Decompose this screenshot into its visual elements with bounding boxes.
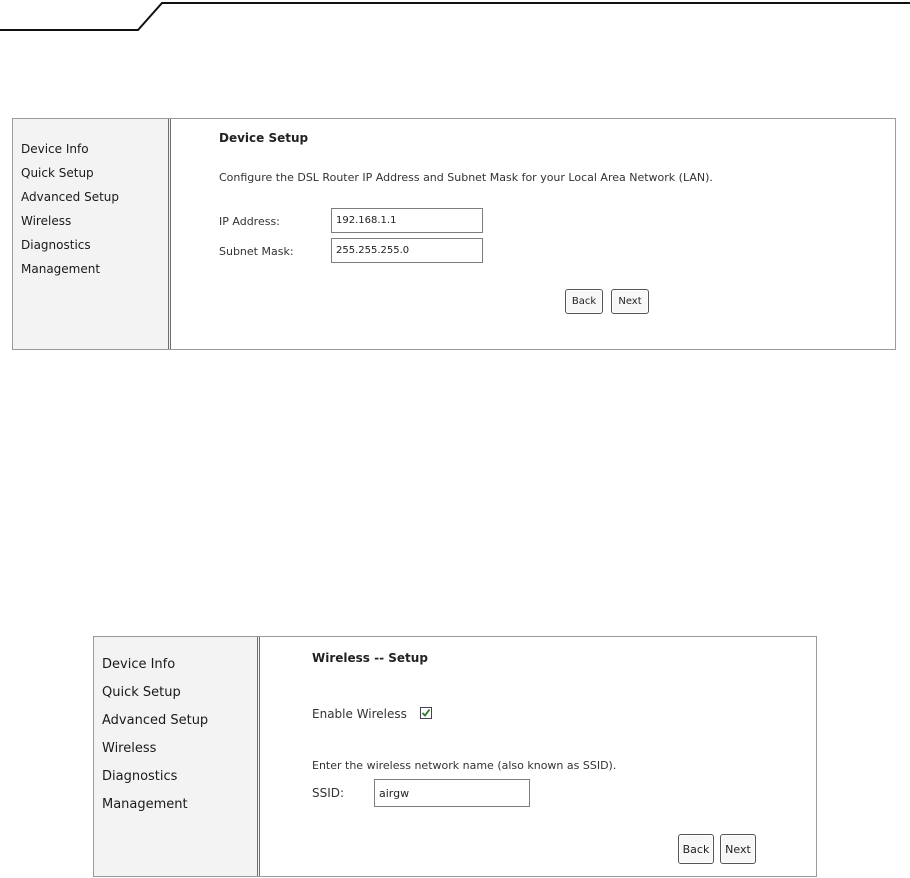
sidebar-item-device-info[interactable]: Device Info — [21, 142, 89, 156]
check-icon — [421, 708, 431, 718]
sidebar-item-quick-setup[interactable]: Quick Setup — [102, 685, 181, 700]
sidebar-item-quick-setup[interactable]: Quick Setup — [21, 166, 94, 180]
enable-wireless-checkbox[interactable] — [420, 707, 432, 719]
ssid-input[interactable] — [374, 779, 530, 807]
sidebar-item-management[interactable]: Management — [21, 262, 101, 276]
main-content — [171, 119, 895, 349]
subnet-mask-input[interactable] — [331, 238, 483, 263]
page-header-rule — [0, 0, 910, 40]
ip-address-label: IP Address: — [219, 215, 280, 228]
ip-address-input[interactable] — [331, 208, 483, 233]
ssid-description: Enter the wireless network name (also known as SSID). — [312, 759, 617, 772]
back-button[interactable]: Back — [565, 289, 603, 314]
sidebar-item-advanced-setup[interactable]: Advanced Setup — [21, 190, 120, 204]
sidebar-item-diagnostics[interactable]: Diagnostics — [21, 238, 91, 252]
back-button[interactable]: Back — [678, 834, 714, 864]
next-button[interactable]: Next — [720, 834, 756, 864]
page-title: Wireless -- Setup — [312, 651, 428, 665]
main-content — [260, 637, 816, 876]
sidebar-item-diagnostics[interactable]: Diagnostics — [102, 769, 178, 784]
page-title: Device Setup — [219, 131, 309, 145]
sidebar — [13, 119, 171, 349]
sidebar-item-advanced-setup[interactable]: Advanced Setup — [102, 713, 209, 728]
sidebar-item-management[interactable]: Management — [102, 797, 188, 812]
device-setup-panel — [12, 118, 896, 350]
sidebar-item-wireless[interactable]: Wireless — [21, 214, 72, 228]
sidebar-item-wireless[interactable]: Wireless — [102, 741, 157, 756]
subnet-mask-label: Subnet Mask: — [219, 245, 294, 258]
ssid-label: SSID: — [312, 786, 345, 800]
page-description: Configure the DSL Router IP Address and Subnet Mask for your Local Area Network (LAN). — [219, 171, 713, 184]
sidebar-item-device-info[interactable]: Device Info — [102, 657, 176, 672]
sidebar — [94, 637, 260, 876]
wireless-setup-panel — [93, 636, 817, 877]
next-button[interactable]: Next — [611, 289, 649, 314]
enable-wireless-label: Enable Wireless — [312, 707, 407, 721]
